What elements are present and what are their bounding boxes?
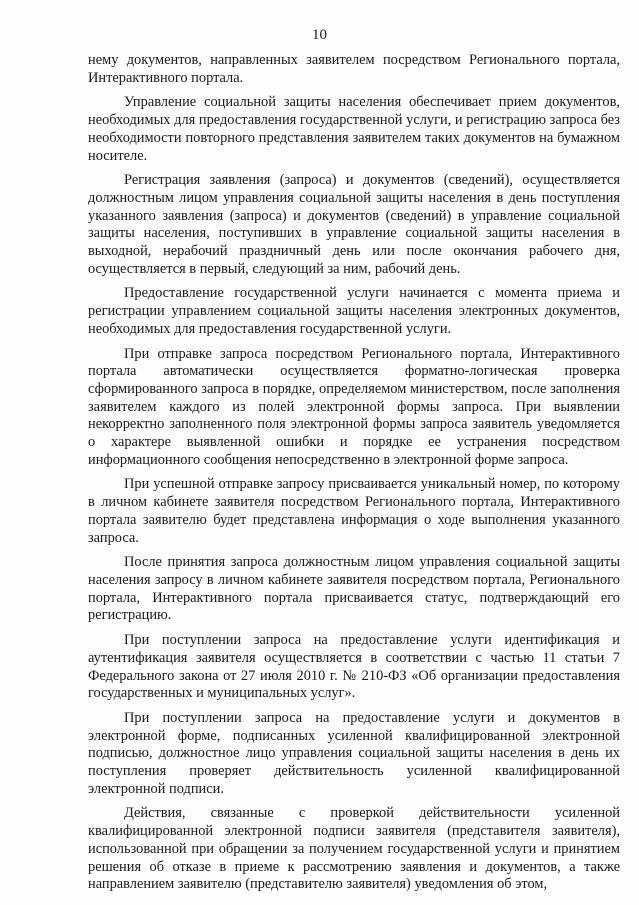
paragraph-signature-check: При поступлении запроса на предоставление услуги и документов в электронной форме, подписанных усиленной квалифицированной электронной подписью, должностное лицо управления социальной защиты населения в день их поступления проверяет действительность усиленной квалифицированной электронной подписи. <box>88 709 620 797</box>
page-number: 10 <box>312 27 327 43</box>
paragraph-document-reception: Управление социальной защиты населения обеспечивает прием документов, необходимых для предоставления государственной услуги, и регистрацию запроса без необходимости повторного представления заявителем таких документов на бумажном носителе. <box>88 94 620 164</box>
document-body <box>88 52 620 901</box>
paragraph-status-assignment: После принятия запроса должностным лицом управления социальной защиты населения запросу в личном кабинете заявителя посредством портала, Регионального портала, Интерактивного портала присваивается статус, подтверждающий его регистрацию. <box>88 554 620 624</box>
paragraph-continuation: нему документов, направленных заявителем посредством Регионального портала, Интерактивного портала. <box>88 52 620 86</box>
paragraph-identification: При поступлении запроса на предоставление услуги идентификация и аутентификация заявителя осуществляется в соответствии с частью 11 статьи 7 Федерального закона от 27 июля 2010 г. № 210-ФЗ «Об организации предоставления государственных и муниципальных услуг». <box>88 632 620 702</box>
paragraph-service-start: Предоставление государственной услуги начинается с момента приема и регистрации управлением социальной защиты населения электронных документов, необходимых для предоставления государственной услуги. <box>88 285 620 337</box>
paragraph-signature-actions: Действия, связанные с проверкой действительности усиленной квалифицированной электронной подписи заявителя (представителя заявителя), использованной при обращении за получением государственной услуги и принятием решения об отказе в приеме к рассмотрению заявления и документов, а также направлением заявителю (представителю заявителя) уведомления об этом, <box>88 805 620 893</box>
paragraph-registration: Регистрация заявления (запроса) и документов (сведений), осуществляется должностным лицом управления социальной защиты населения в день поступления указанного заявления (запроса) и документов (сведений) в управление социальной защиты населения, поступивших в управление социальной защиты населения в выходной, нерабочий праздничный день или после окончания рабочего дня, осуществляется в первый, следующий за ним, рабочий день. <box>88 172 620 277</box>
paragraph-unique-number: При успешной отправке запросу присваивается уникальный номер, по которому в личном кабинете заявителя посредством Регионального портала, Интерактивного портала заявителю будет представлена информация о ходе выполнения указанного запроса. <box>88 476 620 546</box>
paragraph-format-check: При отправке запроса посредством Регионального портала, Интерактивного портала автоматически осуществляется форматно-логическая проверка сформированного запроса в порядке, определяемом министерством, после заполнения заявителем каждого из полей электронной формы запроса. При выявлении некорректно заполненного поля электронной формы запроса заявитель уведомляется о характере выявленной ошибки и порядке ее устранения посредством информационного сообщения непосредственно в электронной форме запроса. <box>88 345 620 468</box>
